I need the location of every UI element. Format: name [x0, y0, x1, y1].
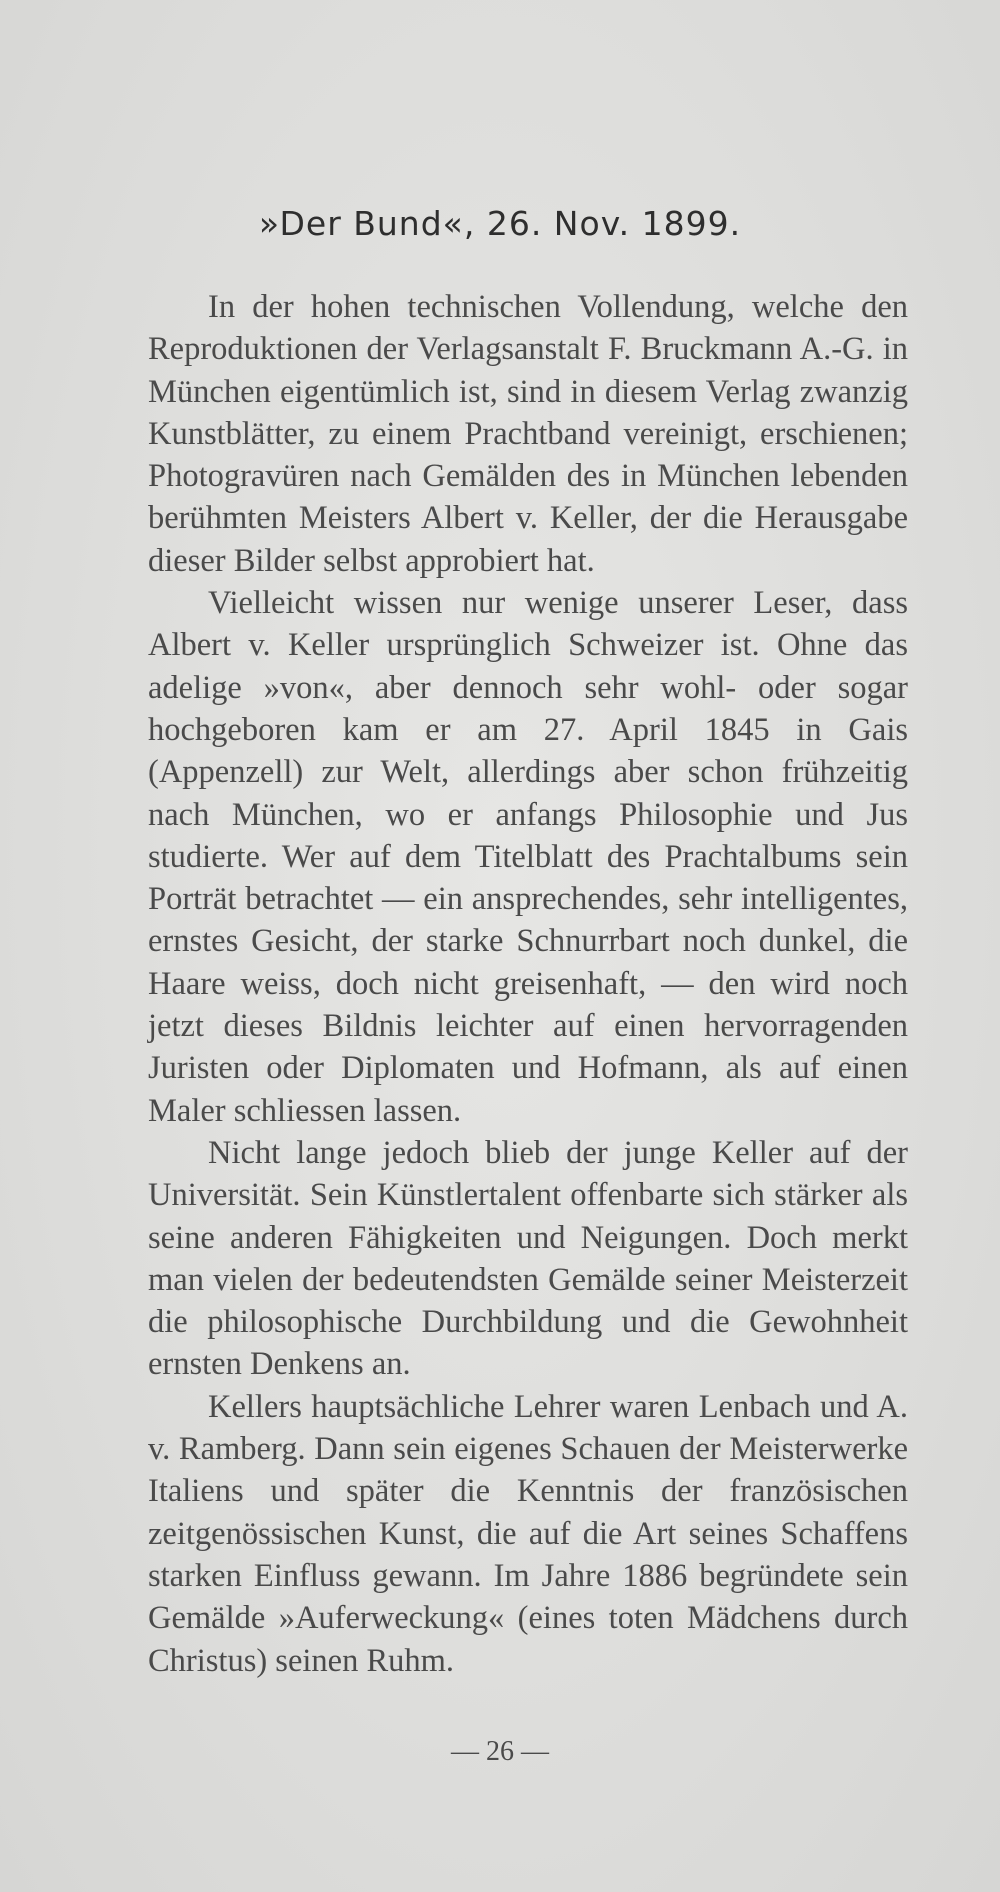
page-number: — 26 — [451, 1736, 549, 1767]
paragraph-4: Kellers hauptsächliche Lehrer waren Lenbach und A. v. Ramberg. Dann sein eigenes Schauen der Meisterwerke Italiens und später die Kenntnis der französischen zeitgenössischen Kunst, die auf die Art seines Schaffens starken Einfluss gewann. Im Jahre 1886 begründete sein Gemälde »Auferweckung« (eines toten Mädchens durch Christus) seinen Ruhm. [148, 1388, 908, 1679]
article-body [148, 286, 908, 1682]
paragraph-2: Vielleicht wissen nur wenige unserer Leser, dass Albert v. Keller ursprünglich Schweizer ist. Ohne das adelige »von«, aber dennoch sehr wohl- oder sogar hochgeboren kam er am 27. April 1845 in Gais (Appenzell) zur Welt, allerdings aber schon frühzeitig nach München, wo er anfangs Philosophie und Jus studierte. Wer auf dem Titelblatt des Prachtalbums sein Porträt betrachtet — ein ansprechendes, sehr intelligentes, ernstes Gesicht, der starke Schnurrbart noch dunkel, die Haare weiss, doch nicht greisenhaft, — den wird noch jetzt dieses Bildnis leichter auf einen hervorragenden Juristen oder Diplomaten und Hofmann, als auf einen Maler schliessen lassen. [148, 585, 908, 1129]
paragraph-1: In der hohen technischen Vollendung, welche den Reproduktionen der Verlagsanstalt F. Bruckmann A.-G. in München eigentümlich ist, sind in diesem Verlag zwanzig Kunstblätter, zu einem Prachtband vereinigt, erschienen; Photogravüren nach Gemälden des in München lebenden berühmten Meisters Albert v. Keller, der die Herausgabe dieser Bilder selbst approbiert hat. [148, 289, 908, 579]
article-heading: »Der Bund«, 26. Nov. 1899. [258, 204, 742, 243]
paragraph-3: Nicht lange jedoch blieb der junge Keller auf der Universität. Sein Künstlertalent offenbarte sich stärker als seine anderen Fähigkeiten und Neigungen. Doch merkt man vielen der bedeutendsten Gemälde seiner Meisterzeit die philosophische Durchbildung und die Gewohnheit ernsten Denkens an. [148, 1134, 908, 1383]
